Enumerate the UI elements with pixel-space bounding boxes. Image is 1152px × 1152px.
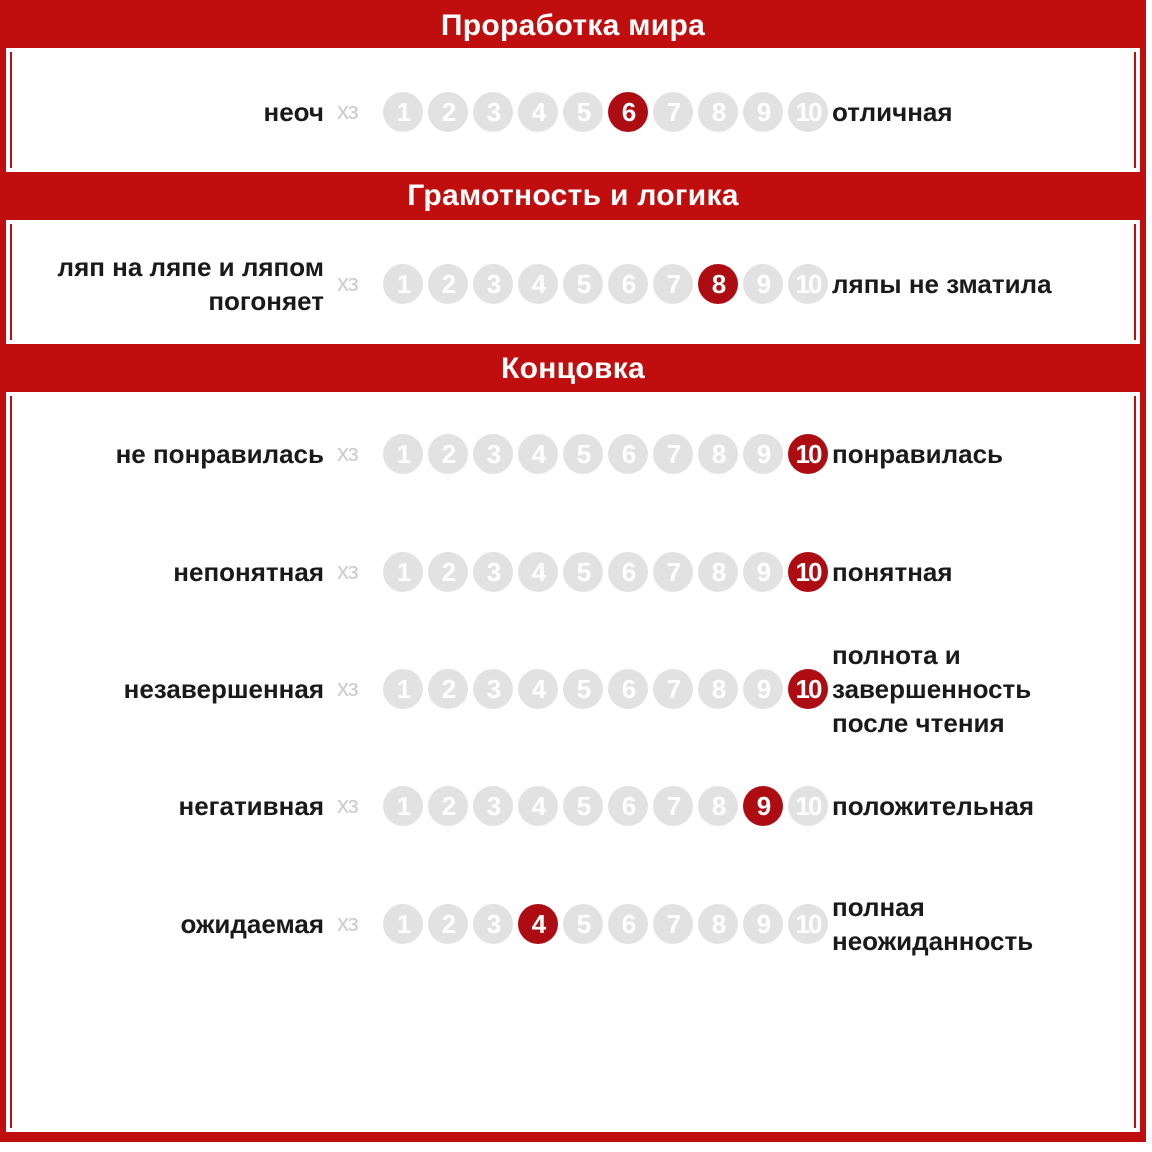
rating-option[interactable]: 3	[473, 92, 513, 132]
rating-option[interactable]: 4	[518, 434, 558, 474]
section-title: Проработка мира	[440, 9, 706, 42]
rating-option[interactable]: 5	[563, 264, 603, 304]
rating-option[interactable]: 4	[518, 552, 558, 592]
rating-option[interactable]: 6	[608, 904, 648, 944]
section-panel	[6, 392, 1140, 1132]
rating-option[interactable]: 2	[428, 552, 468, 592]
rating-option[interactable]: 9	[743, 669, 783, 709]
rating-option-selected[interactable]: 6	[608, 92, 648, 132]
section-panel	[6, 48, 1140, 172]
rating-option[interactable]: 5	[563, 786, 603, 826]
dont-know-option[interactable]: хз	[337, 675, 358, 702]
rating-option[interactable]: 8	[698, 904, 738, 944]
rating-option[interactable]: 10	[788, 92, 828, 132]
row-right-label: ляпы не зматила	[832, 269, 1052, 299]
rating-option[interactable]: 7	[653, 264, 693, 304]
row-left-label: неоч	[263, 97, 324, 127]
row-right-label: положительная	[832, 791, 1035, 821]
rating-option[interactable]: 2	[428, 669, 468, 709]
rating-option[interactable]: 7	[653, 904, 693, 944]
rating-option[interactable]: 10	[788, 264, 828, 304]
row-left-label: не понравилась	[115, 439, 324, 469]
rating-option[interactable]: 1	[383, 786, 423, 826]
rating-option[interactable]: 3	[473, 552, 513, 592]
row-left-label: ожидаемая	[180, 909, 324, 939]
rating-option[interactable]: 4	[518, 264, 558, 304]
row-right-label: полнота и завершенность после чтения	[832, 640, 1032, 738]
rating-option[interactable]: 10	[788, 786, 828, 826]
row-left-label: незавершенная	[123, 674, 324, 704]
section-header	[0, 172, 1146, 220]
rating-option[interactable]: 6	[608, 434, 648, 474]
rating-option[interactable]: 1	[383, 92, 423, 132]
row-left-label: негативная	[178, 791, 324, 821]
rating-option-selected[interactable]: 10	[788, 669, 828, 709]
dont-know-option[interactable]: хз	[337, 270, 358, 297]
rating-option[interactable]: 7	[653, 669, 693, 709]
rating-option[interactable]: 2	[428, 264, 468, 304]
rating-option[interactable]: 6	[608, 786, 648, 826]
rating-option[interactable]: 2	[428, 904, 468, 944]
dont-know-option[interactable]: хз	[337, 98, 358, 125]
rating-option[interactable]: 5	[563, 92, 603, 132]
rating-option[interactable]: 3	[473, 434, 513, 474]
dont-know-option[interactable]: хз	[337, 910, 358, 937]
rating-option[interactable]: 3	[473, 786, 513, 826]
rating-option[interactable]: 7	[653, 552, 693, 592]
row-left-label: ляп на ляпе и ляпом погоняет	[57, 252, 324, 316]
rating-option[interactable]: 1	[383, 669, 423, 709]
rating-option-selected[interactable]: 9	[743, 786, 783, 826]
rating-option[interactable]: 1	[383, 904, 423, 944]
rating-option[interactable]: 5	[563, 434, 603, 474]
rating-option[interactable]: 9	[743, 92, 783, 132]
rating-option[interactable]: 8	[698, 552, 738, 592]
rating-option[interactable]: 5	[563, 904, 603, 944]
rating-option-selected[interactable]: 8	[698, 264, 738, 304]
rating-option[interactable]: 4	[518, 786, 558, 826]
rating-option[interactable]: 1	[383, 552, 423, 592]
row-left-label: непонятная	[173, 557, 324, 587]
rating-option[interactable]: 7	[653, 786, 693, 826]
rating-option[interactable]: 8	[698, 669, 738, 709]
rating-option[interactable]: 8	[698, 92, 738, 132]
rating-option[interactable]: 3	[473, 669, 513, 709]
rating-option-selected[interactable]: 10	[788, 552, 828, 592]
rating-option[interactable]: 9	[743, 264, 783, 304]
rating-option[interactable]: 8	[698, 434, 738, 474]
rating-option[interactable]: 5	[563, 669, 603, 709]
dont-know-option[interactable]: хз	[337, 440, 358, 467]
section-panel	[6, 220, 1140, 344]
section-title: Грамотность и логика	[407, 179, 739, 212]
rating-option[interactable]: 4	[518, 92, 558, 132]
rating-option[interactable]: 7	[653, 92, 693, 132]
row-right-label: полная неожиданность	[832, 892, 1034, 956]
row-right-label: понятная	[832, 557, 953, 587]
rating-option-selected[interactable]: 4	[518, 904, 558, 944]
rating-option[interactable]: 8	[698, 786, 738, 826]
rating-option[interactable]: 6	[608, 669, 648, 709]
rating-option[interactable]: 9	[743, 434, 783, 474]
rating-option[interactable]: 9	[743, 552, 783, 592]
rating-option[interactable]: 5	[563, 552, 603, 592]
rating-option[interactable]: 6	[608, 264, 648, 304]
rating-option[interactable]: 7	[653, 434, 693, 474]
row-right-label: отличная	[832, 97, 953, 127]
rating-option[interactable]: 2	[428, 434, 468, 474]
rating-option[interactable]: 10	[788, 904, 828, 944]
rating-option[interactable]: 4	[518, 669, 558, 709]
dont-know-option[interactable]: хз	[337, 558, 358, 585]
rating-option[interactable]: 2	[428, 786, 468, 826]
dont-know-option[interactable]: хз	[337, 792, 358, 819]
section-header	[0, 344, 1146, 394]
rating-option[interactable]: 6	[608, 552, 648, 592]
rating-option[interactable]: 1	[383, 434, 423, 474]
rating-option[interactable]: 3	[473, 904, 513, 944]
rating-option[interactable]: 1	[383, 264, 423, 304]
section-title: Концовка	[500, 352, 646, 385]
rating-option-selected[interactable]: 10	[788, 434, 828, 474]
row-right-label: понравилась	[832, 439, 1004, 469]
rating-option[interactable]: 9	[743, 904, 783, 944]
rating-option[interactable]: 2	[428, 92, 468, 132]
section-header	[0, 0, 1146, 52]
rating-option[interactable]: 3	[473, 264, 513, 304]
